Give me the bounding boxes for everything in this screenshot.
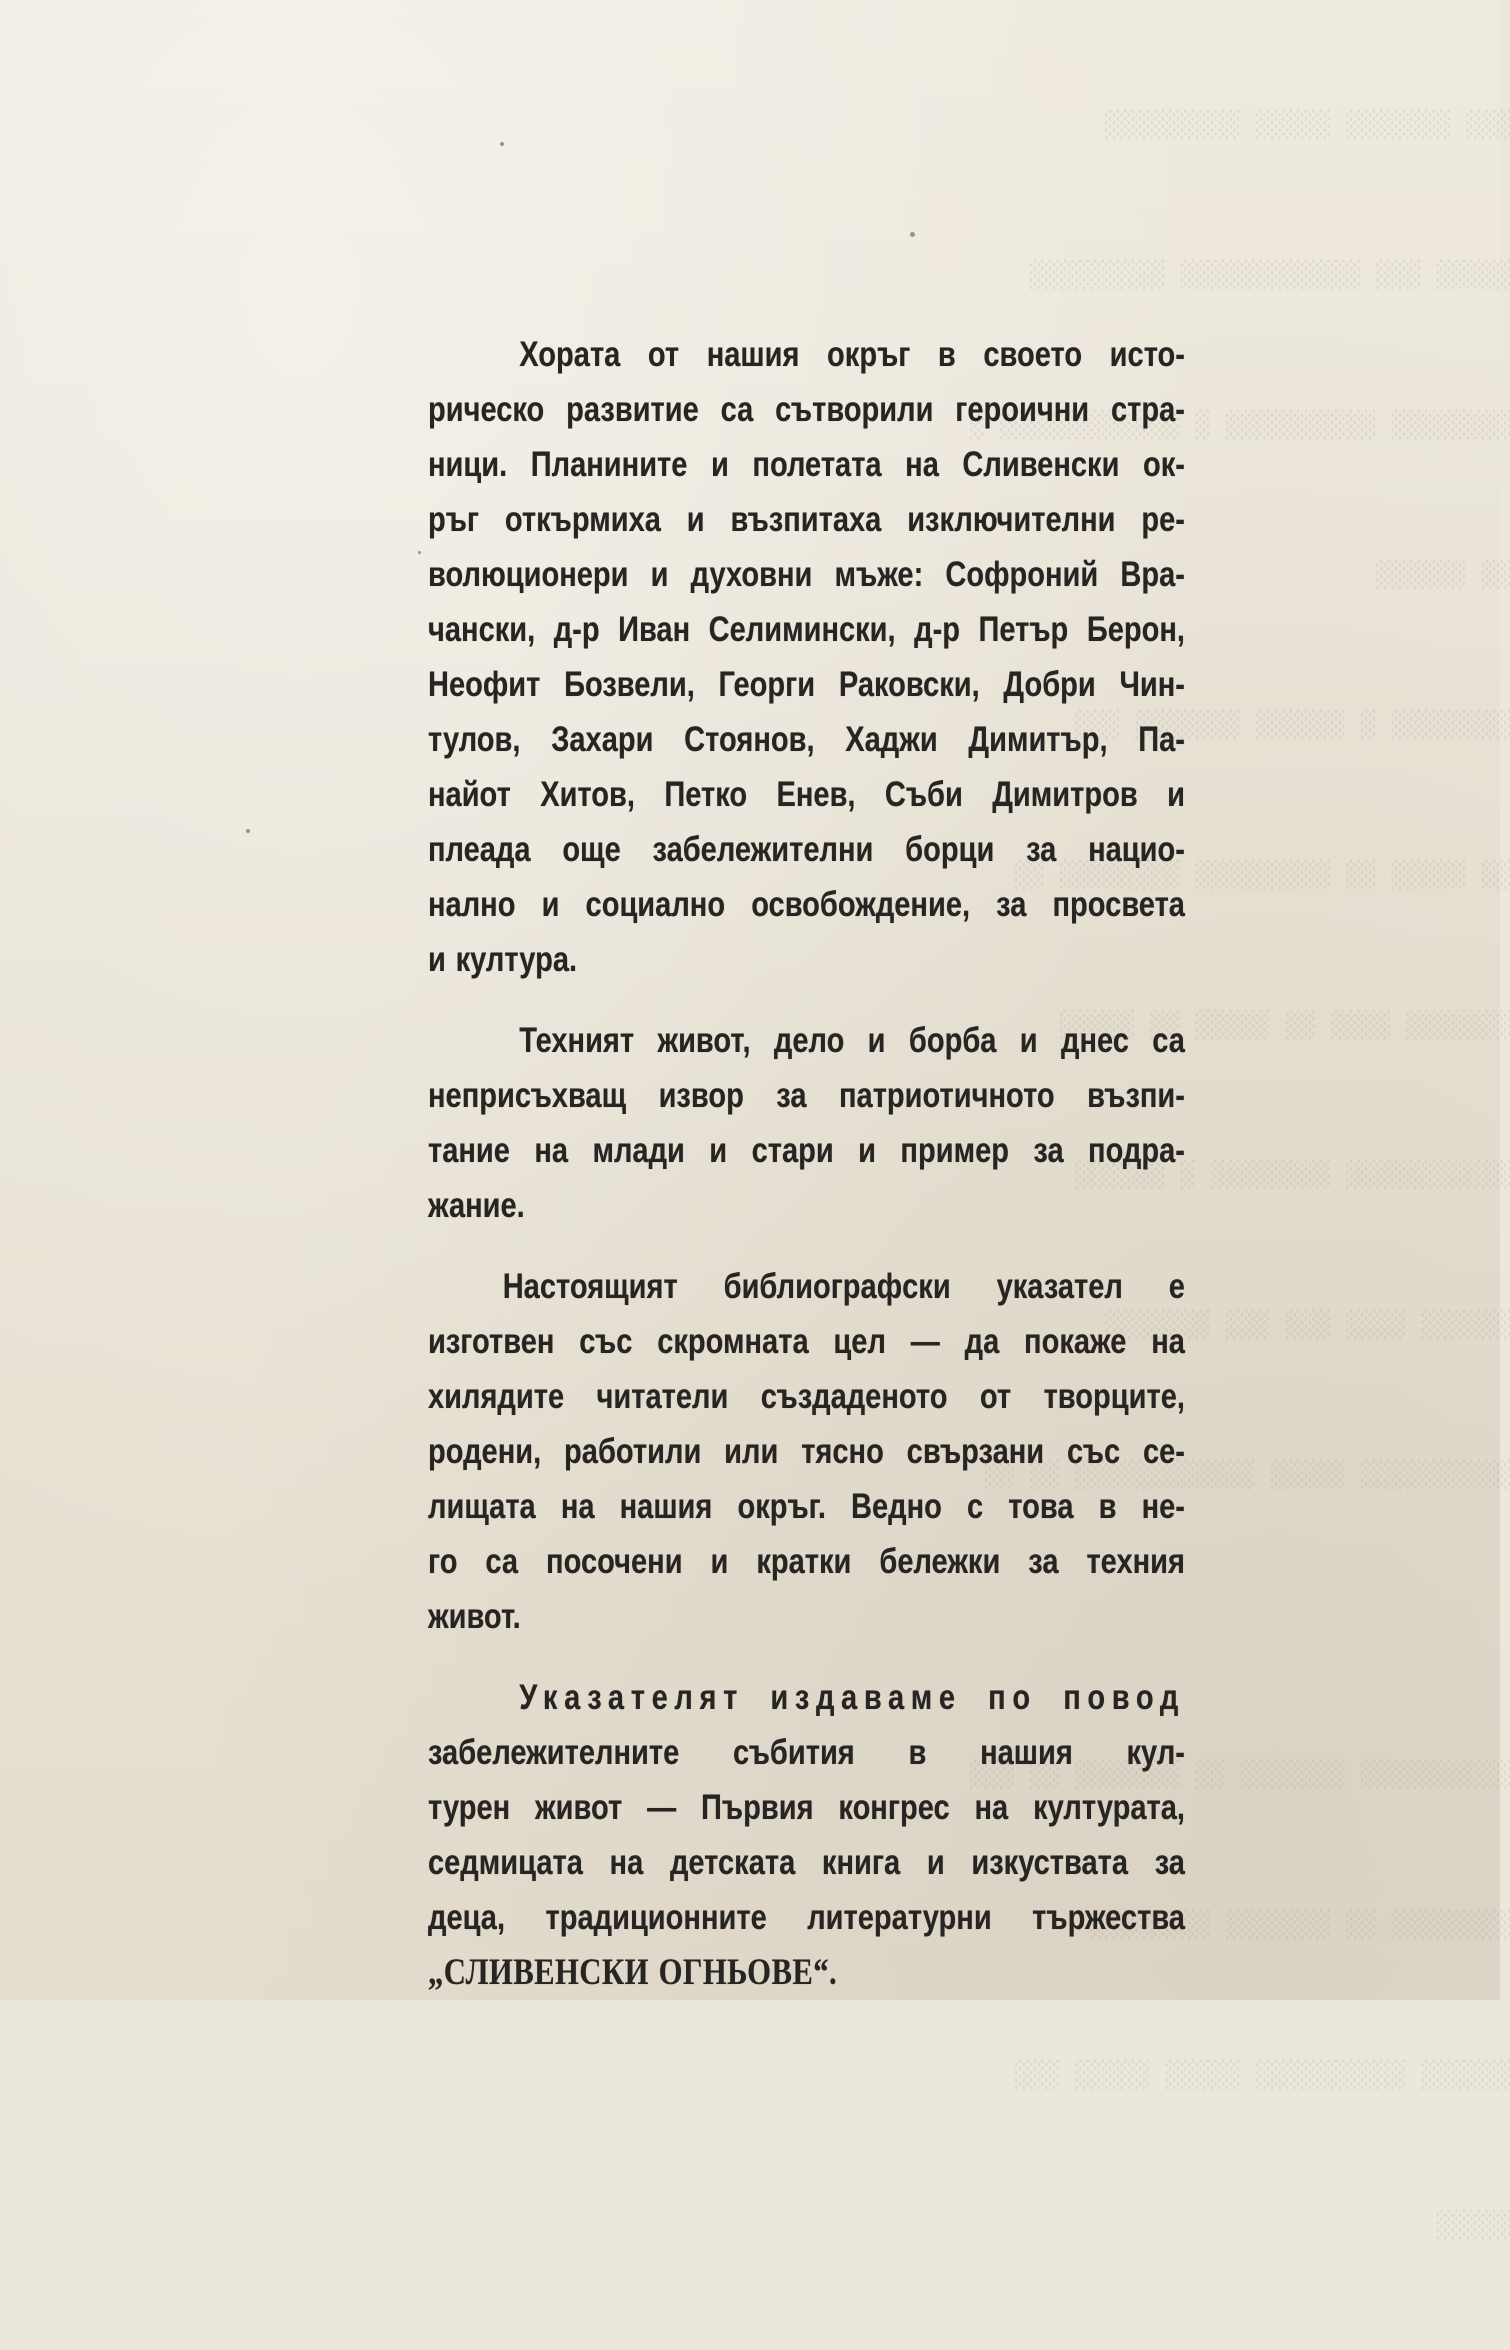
text-line: го са посочени и кратки бележки за техния xyxy=(428,1542,1185,1581)
text-line: рическо развитие са сътворили героични стра- xyxy=(428,390,1185,429)
text-line: неприсъхващ извор за патриотичното възпи- xyxy=(428,1076,1185,1115)
text-line: жание. xyxy=(428,1186,525,1225)
text-line: Хората от нашия окръг в своето исто- xyxy=(519,335,1185,374)
text-line: ръг откърмиха и възпитаха изключителни ре- xyxy=(428,500,1185,539)
page-speck xyxy=(246,829,250,833)
text-line: живот. xyxy=(428,1597,521,1636)
text-line: тулов, Захари Стоянов, Хаджи Димитър, Па- xyxy=(428,720,1185,759)
paragraph-historical-heroes xyxy=(428,327,1185,987)
bleed-through-text: ░░░ ░░░░░░░ ░░░░░ ░░░░░░░░░ ░░░░░ ░░░ ░░░░░░░░░░░░ ░░░░░░░░░ ░░░░░░░░ ░░░░░░░░░░ ░ ░░░░░░░░░░░░ ░ ░░ ░░░░░░ ░░░░░░░░ ░ ░░░░░░ ░░░░░░░ ░░░ ░░ ░░░░░ ░░ ░░░░░░░░░ ░░░░░░░░ ░░ ░░░░░░░ ░░░░ ░░ ░░░░░ ░░ ░░░░░ ░░░░░░░░░░░ ░░░░░░░░ ░ ░░░░░░ ░░░░░░ ░░░░ ░░░ ░░░ ░░░░░░░ ░░░░░░░░░░ ░░░░░ ░░░░░░░░░░░░ ░░ ░░ ░░░░░░░░░░ ░░░░░░░ ░░ ░░░░░░░ ░░ ░░░ ░░░░░░░░ ░░ ░░░░░░░ ░░░░░░░░ ░░░░░░ ░░░░░░░░░░ ░░░░░ ░░░░░ ░░░ ░░░░░ xyxy=(968,110,1510,2239)
text-line: забележителните събития в нашия кул- xyxy=(428,1733,1185,1772)
text-line: Указателят издаваме по повод xyxy=(519,1678,1185,1717)
paragraph-occasion xyxy=(428,1670,1185,2000)
text-line: турен живот — Първия конгрес на културата, xyxy=(428,1788,1185,1827)
text-line: хилядите читатели създаденото от творците, xyxy=(428,1377,1185,1416)
page-speck xyxy=(910,232,915,237)
foreword-text xyxy=(428,327,1185,2000)
text-line: найот Хитов, Петко Енев, Съби Димитров и xyxy=(428,775,1185,814)
page-speck xyxy=(500,142,504,146)
text-line: тание на млади и стари и пример за подра- xyxy=(428,1131,1185,1170)
text-line: чански, д-р Иван Селимински, д-р Петър Берон, xyxy=(428,610,1185,649)
page-speck xyxy=(418,551,421,554)
paragraph-legacy xyxy=(428,1013,1185,1233)
text-line: лищата на нашия окръг. Ведно с това в не- xyxy=(428,1487,1185,1526)
text-line: и култура. xyxy=(428,940,578,979)
text-line: ници. Планините и полетата на Сливенски ок- xyxy=(428,445,1185,484)
text-line: Неофит Бозвели, Георги Раковски, Добри Чин- xyxy=(428,665,1185,704)
paragraph-purpose xyxy=(428,1259,1185,1644)
text-line: волюционери и духовни мъже: Софроний Вра- xyxy=(428,555,1185,594)
text-line: плеада още забележителни борци за нацио- xyxy=(428,830,1185,869)
text-line: деца, традиционните литературни тържества xyxy=(428,1898,1185,1937)
text-line: родени, работили или тясно свързани със се- xyxy=(428,1432,1185,1471)
text-line: изготвен със скромната цел — да покаже на xyxy=(428,1322,1185,1361)
text-line: нално и социално освобождение, за просвета xyxy=(428,885,1185,924)
text-line: Настоящият библиографски указател е xyxy=(502,1267,1185,1306)
text-line: седмицата на детската книга и изкуствата за xyxy=(428,1843,1185,1882)
text-line: Техният живот, дело и борба и днес са xyxy=(519,1021,1185,1060)
festival-name: „СЛИВЕНСКИ ОГНЬОВЕ“. xyxy=(428,1952,838,1993)
